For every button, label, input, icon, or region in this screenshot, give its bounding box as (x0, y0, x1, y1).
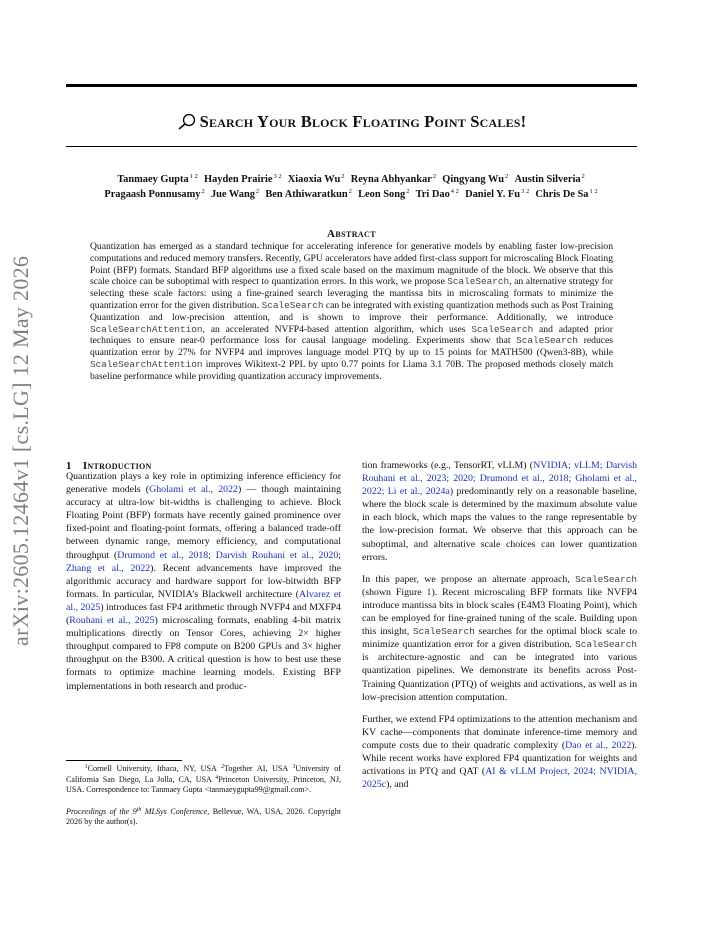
intro-paragraph-continued: tion frameworks (e.g., TensorRT, vLLM) (NVIDIA; vLLM; Darvish Rouhani et al., 2023; 2020; Drumond et al., 2018; Gholami et al., 2022; Li et al., 2024a) predominantly rely on a reasonable baseline, where the block scale is determined by the maximum absolute value in each block, which maps the values to the range representable by the low-precision format. We observe that this approach can be suboptimal, and alternative scale choices can lower quantization errors. (362, 460, 637, 563)
citation-link[interactable]: 2020 (453, 473, 473, 485)
citation-link[interactable]: Gholami et al., 2022 (149, 484, 238, 496)
citation-link[interactable]: Drumond et al., 2018 (117, 549, 209, 561)
author-name: Hayden Prairie (204, 174, 273, 185)
author-affiliation: 2 (581, 173, 585, 180)
author (211, 189, 260, 200)
author-affiliation: 2 (504, 173, 509, 180)
proceedings-footnote: Proceedings of the 9th MLSys Conference, Bellevue, WA, USA, 2026. Copyright 2026 by the author(s). (66, 806, 341, 826)
section-number: 1 (66, 460, 72, 472)
author-affiliation: 2 (255, 188, 260, 195)
paper-title (66, 112, 637, 132)
code-scalesearch: ScaleSearch (412, 626, 475, 638)
author-name: Leon Song (358, 189, 406, 200)
author (416, 189, 460, 200)
paper-title-text: Search Your Block Floating Point Scales! (199, 112, 527, 131)
author (535, 189, 598, 200)
search-icon (177, 113, 197, 130)
arxiv-stamp: arXiv:2605.12464v1 [cs.LG] 12 May 2026 (8, 255, 33, 646)
author-line-1 (40, 173, 663, 185)
code-scalesearchattention: ScaleSearchAttention (90, 323, 203, 335)
intro-paragraph-1: Quantization plays a key role in optimizing inference efficiency for generative models (Gholami et al., 2022) — though maintaining accuracy at ultra-low bit-widths is challenging to achieve. Block Floating Point (BFP) formats have recently gained prominence over fixed-point and floating-point formats, offering a balanced trade-off between dynamic range, memory efficiency, and computational throughput (Drumond et al., 2018; Darvish Rouhani et al., 2020; Zhang et al., 2022). Recent advancements have improved the algorithmic accuracy and hardware support for low-bitwidth BFP formats. In particular, NVIDIA’s Blackwell architecture (Alvarez et al., 2025) introduces fast FP4 arithmetic through NVFP4 and MXFP4 (Rouhani et al., 2025) microscaling formats, enabling 4-bit matrix multiplications directly on Tensor Cores, achieving 2× higher throughput compared to FP8 compute on B200 GPUs and 3× higher throughput on the B300. A critical question is how to best use these formats to optimize machine learning models. Existing BFP implementations in both research and produc- (66, 471, 342, 692)
author-affiliation: 2 (348, 188, 352, 195)
author-affiliation: 4 2 (450, 188, 459, 195)
left-column (66, 470, 341, 693)
citation-link[interactable]: AI & vLLM Project, 2024 (485, 766, 594, 778)
author-name: Pragaash Ponnusamy (104, 189, 201, 200)
citation-link[interactable]: NVIDIA, 2025c (362, 766, 637, 791)
author (117, 174, 199, 185)
author (204, 174, 283, 185)
author-affiliation: 1 2 (189, 173, 198, 180)
author-affiliation: 2 (406, 188, 410, 195)
citation-link[interactable]: Li et al., 2024a (387, 486, 450, 498)
author (358, 189, 410, 200)
figure-link[interactable]: 1 (426, 586, 432, 598)
right-column (362, 459, 637, 791)
affiliations-footnote: $^1$Cornell University, Ithaca, NY, USA $^2$Together AI, USA $^3$University of California San Diego, La Jolla, CA, USA $^4$Princeton University, Princeton, NJ, USA. Correspondence to: Tanmaey Gupta <tanmaeygupta99@gmail.com>. (66, 764, 341, 794)
title-rule-bottom (66, 146, 637, 147)
citation-link[interactable]: NVIDIA (533, 460, 569, 471)
intro-paragraph-2: In this paper, we propose an alternate approach, ScaleSearch (shown Figure 1). Recent microscaling BFP formats like NVFP4 introduce mantissa bits in block scales (E4M3 Floating Point), which can be employed for fine-grained tuning of the scale. Building upon this insight, ScaleSearch searches for the optimal block scale to minimize quantization error for a given distribution. ScaleSearch is architecture-agnostic and can be integrated into various quantization pipelines. We demonstrate its benefits across Post-Training Quantization (PTQ) of weights and activations, as well as in low-precision attention computation. (362, 573, 638, 703)
author-name: Jue Wang (210, 189, 255, 200)
author (104, 189, 205, 200)
title-rule-top (66, 84, 637, 87)
code-scalesearch: ScaleSearch (447, 276, 510, 288)
author (465, 189, 530, 200)
author-name: Reyna Abhyankar (350, 174, 432, 185)
author-affiliation: 1 2 (589, 188, 598, 195)
author-name: Xiaoxia Wu (287, 174, 341, 185)
citation-link[interactable]: Rouhani et al., 2025 (69, 615, 155, 627)
author-line-2 (40, 188, 663, 200)
author-name: Tri Dao (415, 189, 450, 200)
citation-link[interactable]: Zhang et al., 2022 (66, 562, 151, 574)
author-name: Chris De Sa (535, 189, 589, 200)
author-affiliation: 2 (341, 173, 345, 180)
author-affiliation: 3 2 (521, 188, 530, 195)
citation-link[interactable]: Darvish Rouhani et al., 2020 (215, 549, 339, 561)
intro-paragraph-3: Further, we extend FP4 optimizations to the attention mechanism and KV cache—components that dominate inference-time memory and compute costs due to their quadratic complexity (Dao et al., 2022). While recent works have explored FP4 quantization for weights and activations in PTQ and QAT (AI & vLLM Project, 2024; NVIDIA, 2025c), and (362, 713, 637, 791)
author-affiliation: 2 (432, 173, 437, 180)
code-scalesearchattention: ScaleSearchAttention (90, 358, 203, 370)
footnote-rule (66, 760, 182, 761)
author (288, 174, 346, 185)
abstract-heading: Abstract (327, 228, 376, 240)
author (351, 174, 437, 185)
author-name: Ben Athiwaratkun (265, 189, 348, 200)
citation-link[interactable]: Dao et al., 2022 (565, 739, 632, 751)
author-affiliation: 3 2 (273, 173, 282, 180)
code-scalesearch: ScaleSearch (261, 299, 324, 311)
author (265, 189, 353, 200)
abstract-text: Quantization has emerged as a standard technique for accelerating inference for generative models by enabling faster low-precision computations and reduced memory transfers. Recently, GPU accelerators have added first-class support for microscaling Block Floating Point (BFP) formats. Standard BFP algorithms use a fixed scale based on the maximum magnitude of the block. We observe that this scale choice can be suboptimal with respect to quantization errors. In this work, we propose ScaleSearch, an alternative strategy for selecting these scale factors: using a fine-grained search leveraging the mantissa bits in microscaling formats to minimize the quantization error for the given distribution. ScaleSearch can be integrated with existing quantization methods such as Post Training Quantization and low-precision attention, and is shown to improve their performance. Additionally, we introduce ScaleSearchAttention, an accelerated NVFP4-based attention algorithm, which uses ScaleSearch and adapted prior techniques to ensure near-0 performance loss for causal language modeling. Experiments show that ScaleSearch reduces quantization error by 27% for NVFP4 and improves language model PTQ by up to 15 points for MATH500 (Qwen3-8B), while ScaleSearchAttention improves Wikitext-2 PPL by upto 0.77 points for Llama 3.1 70B. The proposed methods closely match baseline performance while providing quantization accuracy improvements. (90, 241, 614, 382)
code-scalesearch: ScaleSearch (575, 573, 637, 585)
code-scalesearch: ScaleSearch (516, 335, 579, 347)
author (514, 174, 585, 185)
citation-link[interactable]: vLLM (574, 460, 600, 471)
code-scalesearch: ScaleSearch (575, 639, 637, 651)
citation-link[interactable]: Alvarez et al., 2025 (66, 588, 341, 613)
author-name: Daniel Y. Fu (465, 189, 521, 200)
author-name: Qingyang Wu (442, 174, 504, 185)
section-title: Introduction (82, 460, 152, 472)
code-scalesearch: ScaleSearch (471, 323, 534, 335)
author-name: Tanmaey Gupta (117, 174, 189, 185)
author (442, 174, 509, 185)
citation-link[interactable]: Drumond et al., 2018 (479, 473, 569, 485)
author-affiliation: 2 (201, 188, 205, 195)
citation-link[interactable]: Darvish Rouhani et al., 2023 (362, 460, 637, 485)
citation-link[interactable]: Gholami et al., 2022 (362, 473, 637, 498)
author-name: Austin Silveria (514, 174, 581, 185)
footnotes (66, 763, 341, 827)
